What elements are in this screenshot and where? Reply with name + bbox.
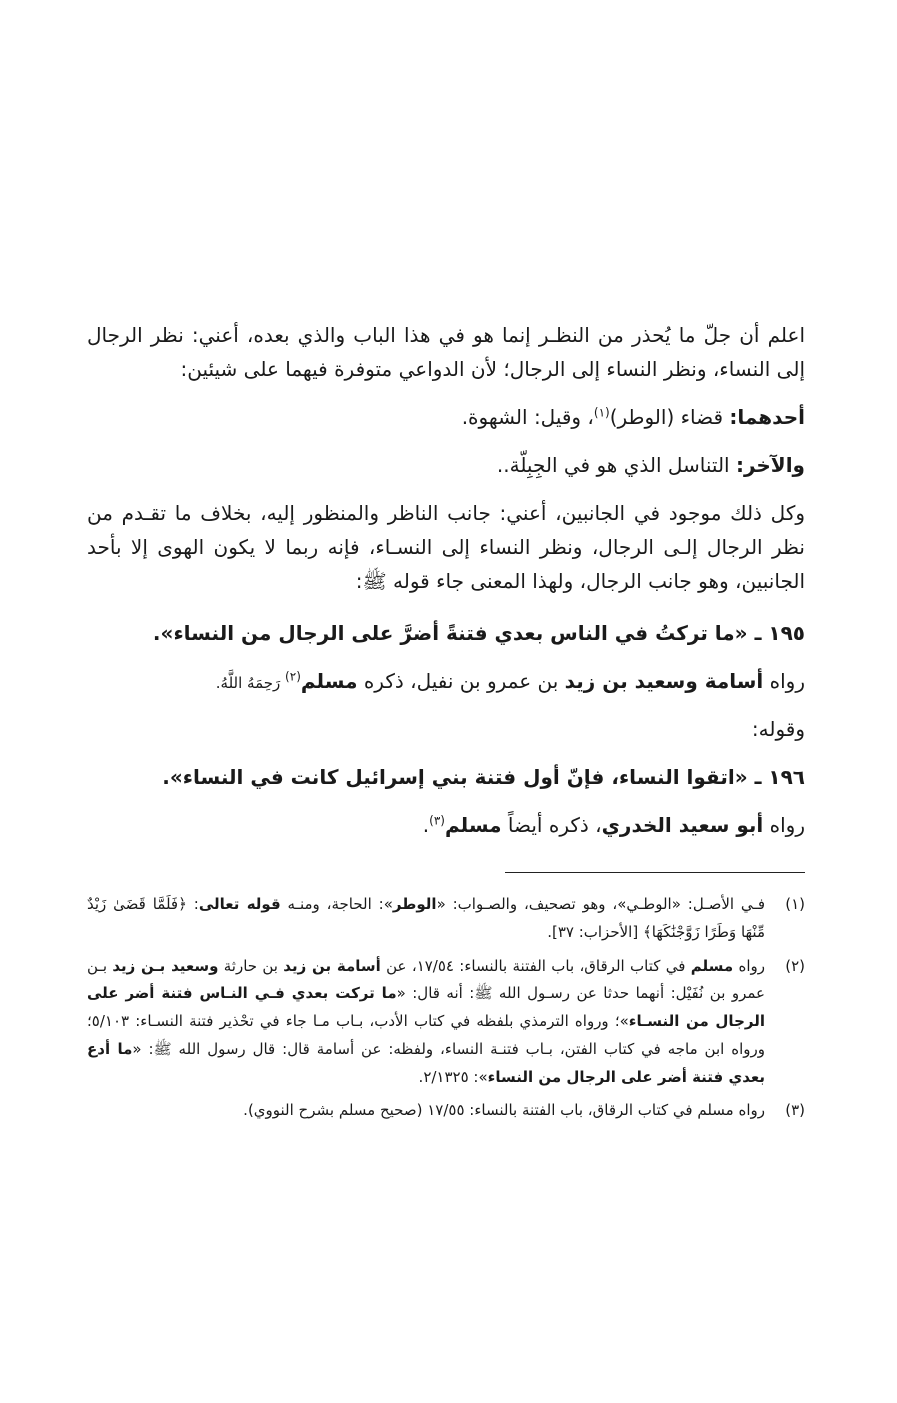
hadith-196 (87, 760, 805, 794)
footnote-ref-3[interactable]: (٣) (429, 813, 445, 828)
narration-195-prefix: رواه (763, 669, 805, 693)
narration-196 (87, 808, 805, 842)
narration-196-prefix: رواه (763, 813, 805, 837)
page-content (87, 318, 805, 1131)
footnote-1-verse-intro: قوله تعالى (198, 895, 281, 913)
footnote-2-quote: ما تركت بعدي فـي النـاس فتنة أضر على الرجال من النسـاء (87, 984, 765, 1030)
footnote-2 (87, 953, 805, 1092)
first-reason-paragraph (87, 400, 805, 434)
footnote-2-part: بن حارثة (218, 956, 284, 975)
footnote-1-term: الوطر (392, 895, 437, 913)
explanation-paragraph (87, 496, 805, 598)
intro-paragraph (87, 318, 805, 386)
intro-text: اعلم أن جلّ ما يُحذر من النظـر إنما هو في هذا الباب والذي بعده، أعني: نظر الرجال إلى النساء، ونظر النساء إلى الرجال؛ لأن الدواعي متوفرة فيهما على شيئين: (87, 323, 805, 381)
footnote-2-narrator: وسعيد بـن زيد (112, 956, 219, 975)
footnote-2-text (87, 953, 765, 1092)
footnote-3-text: رواه مسلم في كتاب الرقاق، باب الفتنة بالنساء: ١٧/٥٥ (صحيح مسلم بشرح النووي). (243, 1101, 765, 1120)
footnote-3-number: (٣) (785, 1101, 805, 1120)
footnote-1-number: (١) (785, 895, 805, 913)
hadith-195-text: ١٩٥ ـ «ما تركتُ في الناس بعدي فتنةً أضرَّ على الرجال من النساء». (152, 621, 805, 645)
second-reason-paragraph (87, 448, 805, 482)
footnote-2-number: (٢) (785, 956, 805, 975)
source-195: مسلم (300, 669, 358, 693)
second-reason-text: التناسل الذي هو في الجِبِلّة.. (496, 453, 736, 477)
hadith-196-text: ١٩٦ ـ «اتقوا النساء، فإنّ أول فتنة بني إسرائيل كانت في النساء». (162, 765, 805, 789)
narrator-196: أبو سعيد الخدري (601, 813, 764, 837)
first-reason-tail: ، وقيل: الشهوة. (461, 405, 594, 429)
footnote-3 (87, 1097, 805, 1125)
explanation-text: وكل ذلك موجود في الجانبين، أعني: جانب الناظر والمنظور إليه، بخلاف ما تقـدم من نظر الرجال إلـى الرجال، ونظر النساء إلى النسـاء، فإنه ربما لا يكون الهوى إلا بأحد الجانبين، وهو جانب الرجال، ولهذا المعنى جاء قوله ﷺ: (87, 501, 805, 593)
narrator-195: أسامة وسعيد بن زيد (564, 669, 764, 693)
footnote-1-text (87, 891, 765, 947)
qawluh-paragraph (87, 712, 805, 746)
footnote-1-part: »: الحاجة، ومنـه (280, 895, 393, 913)
footnote-1-part: فـي الأصـل: «الوطـي»، وهو تصحيف، والصـواب: « (436, 895, 765, 913)
source-196: مسلم (444, 813, 502, 837)
narration-196-middle: ، ذكره أيضاً (501, 813, 602, 837)
footnote-2-part: في كتاب الرقاق، باب الفتنة بالنساء: ١٧/٥٤، عن (380, 956, 691, 975)
footnotes (87, 891, 805, 1125)
honorific: رَحِمَهُ اللَّهُ. (215, 674, 286, 692)
footnote-2-part: رواه (733, 956, 765, 975)
narration-196-end: . (422, 813, 430, 837)
footnote-ref-1[interactable]: (١) (593, 405, 610, 420)
footnote-ref-2[interactable]: (٢) (285, 669, 301, 684)
footnote-1-verse: : ﴿فَلَمَّا قَضَىٰ زَيْدٌ مِّنْهَا وَطَرًا زَوَّجْنَٰكَهَا﴾ [الأحزاب: ٣٧]. (87, 895, 765, 941)
first-reason-text: قضاء (الوطر) (609, 405, 730, 429)
footnote-2-quote: ما أدع بعدي فتنة أضر على الرجال من النساء (87, 1039, 765, 1086)
main-text (87, 318, 805, 842)
footnote-2-part: »: ٢/١٣٢٥. (418, 1067, 488, 1086)
footnote-separator (505, 872, 805, 873)
qawluh-text: وقوله: (751, 717, 805, 741)
footnote-2-part: بـن عمرو بن نُفَيْل: أنهما حدثا عن رسـول الله ﷺ: أنه قال: « (87, 956, 765, 1003)
hadith-195 (87, 616, 805, 650)
footnote-2-part: »؛ ورواه الترمذي بلفظه في كتاب الأدب، بـاب مـا جاء في تحْذير فتنة النسـاء: ٥/١٠٣؛ ورواه ابن ماجه في كتاب الفتن، بـاب فتنـة النساء، ولفظه: عن أسامة قال: قال رسول الله ﷺ: « (87, 1012, 765, 1058)
footnote-1 (87, 891, 805, 947)
narration-195-middle: بن عمرو بن نفيل، ذكره (357, 669, 565, 693)
first-reason-lead: أحدهما: (729, 405, 805, 429)
narration-195 (87, 664, 805, 698)
footnote-2-source: مسلم (690, 956, 734, 975)
second-reason-lead: والآخر: (735, 453, 805, 477)
footnote-2-narrator: أسامة بن زيد (283, 956, 381, 975)
